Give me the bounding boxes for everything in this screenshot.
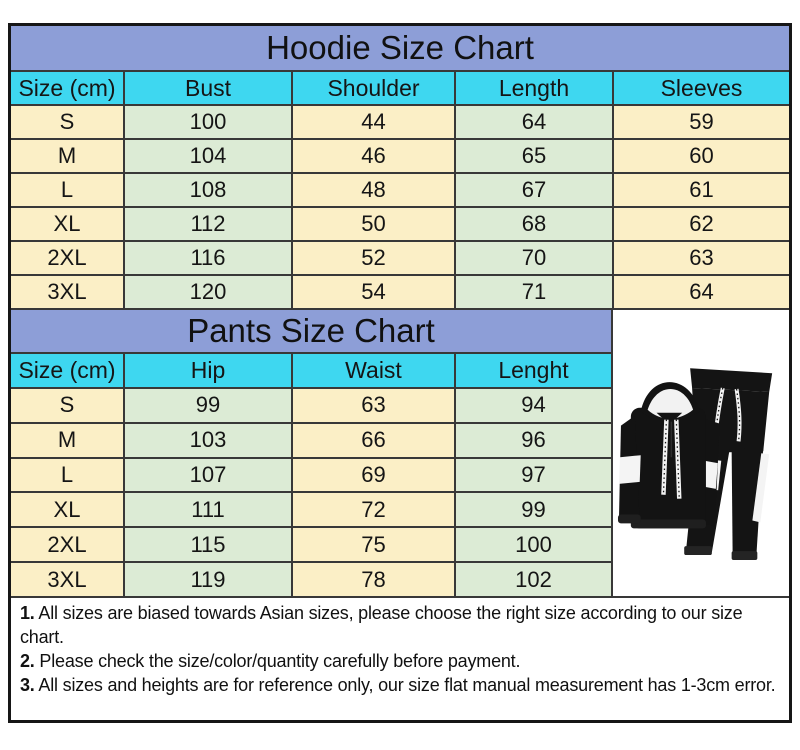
table-cell: M bbox=[11, 140, 125, 174]
table-cell: 64 bbox=[456, 106, 614, 140]
table-cell: 116 bbox=[125, 242, 293, 276]
table-cell: 94 bbox=[456, 389, 611, 424]
note-line bbox=[20, 649, 779, 673]
note-text: Please check the size/color/quantity carefully before payment. bbox=[34, 651, 521, 671]
pants-header-row bbox=[11, 354, 611, 389]
pants-header-length: Lenght bbox=[456, 354, 611, 389]
hoodie-header-shoulder: Shoulder bbox=[293, 72, 456, 106]
pants-band bbox=[11, 310, 789, 598]
table-cell: 66 bbox=[293, 424, 456, 459]
table-cell: 61 bbox=[614, 174, 789, 208]
table-cell: 63 bbox=[293, 389, 456, 424]
table-cell: 111 bbox=[125, 493, 293, 528]
hoodie-size-chart-section bbox=[11, 26, 789, 310]
table-cell: 108 bbox=[125, 174, 293, 208]
note-line bbox=[20, 601, 779, 649]
table-cell: 48 bbox=[293, 174, 456, 208]
hoodie-chart-title: Hoodie Size Chart bbox=[11, 26, 789, 72]
note-number: 3. bbox=[20, 675, 35, 695]
table-cell: 96 bbox=[456, 424, 611, 459]
table-cell: 67 bbox=[456, 174, 614, 208]
hoodie-table-body bbox=[11, 106, 789, 310]
table-cell: 97 bbox=[456, 459, 611, 494]
pants-size-chart-section bbox=[11, 310, 611, 598]
size-chart-sheet bbox=[8, 23, 792, 723]
note-text: All sizes are biased towards Asian sizes, please choose the right size according to our size chart. bbox=[20, 603, 743, 647]
product-photo bbox=[611, 310, 789, 598]
table-cell: XL bbox=[11, 493, 125, 528]
hoodie-header-length: Length bbox=[456, 72, 614, 106]
table-cell: M bbox=[11, 424, 125, 459]
table-cell: 63 bbox=[614, 242, 789, 276]
table-cell: S bbox=[11, 389, 125, 424]
table-cell: 52 bbox=[293, 242, 456, 276]
table-cell: 103 bbox=[125, 424, 293, 459]
table-cell: 72 bbox=[293, 493, 456, 528]
pants-table-body bbox=[11, 389, 611, 598]
table-cell: 50 bbox=[293, 208, 456, 242]
table-cell: 100 bbox=[456, 528, 611, 563]
hoodie-header-bust: Bust bbox=[125, 72, 293, 106]
notes-section bbox=[11, 598, 789, 720]
pants-header-waist: Waist bbox=[293, 354, 456, 389]
table-cell: 99 bbox=[456, 493, 611, 528]
table-cell: 104 bbox=[125, 140, 293, 174]
table-cell: 78 bbox=[293, 563, 456, 598]
hoodie-header-row bbox=[11, 72, 789, 106]
table-cell: 3XL bbox=[11, 563, 125, 598]
table-cell: 71 bbox=[456, 276, 614, 310]
table-cell: 112 bbox=[125, 208, 293, 242]
table-cell: 69 bbox=[293, 459, 456, 494]
table-cell: 102 bbox=[456, 563, 611, 598]
table-cell: 70 bbox=[456, 242, 614, 276]
table-cell: 46 bbox=[293, 140, 456, 174]
table-cell: 100 bbox=[125, 106, 293, 140]
table-cell: 107 bbox=[125, 459, 293, 494]
table-cell: 64 bbox=[614, 276, 789, 310]
table-cell: 99 bbox=[125, 389, 293, 424]
pants-chart-title: Pants Size Chart bbox=[11, 310, 611, 354]
table-cell: 3XL bbox=[11, 276, 125, 310]
note-number: 2. bbox=[20, 651, 35, 671]
table-cell: 2XL bbox=[11, 242, 125, 276]
table-cell: 54 bbox=[293, 276, 456, 310]
table-cell: XL bbox=[11, 208, 125, 242]
table-cell: 62 bbox=[614, 208, 789, 242]
table-cell: 115 bbox=[125, 528, 293, 563]
table-cell: L bbox=[11, 174, 125, 208]
note-line bbox=[20, 673, 779, 697]
tracksuit-image bbox=[617, 360, 785, 590]
table-cell: 120 bbox=[125, 276, 293, 310]
table-cell: 60 bbox=[614, 140, 789, 174]
pants-header-size: Size (cm) bbox=[11, 354, 125, 389]
table-cell: 59 bbox=[614, 106, 789, 140]
table-cell: 68 bbox=[456, 208, 614, 242]
hoodie-header-sleeves: Sleeves bbox=[614, 72, 789, 106]
table-cell: 75 bbox=[293, 528, 456, 563]
table-cell: 119 bbox=[125, 563, 293, 598]
table-cell: 2XL bbox=[11, 528, 125, 563]
table-cell: 44 bbox=[293, 106, 456, 140]
table-cell: L bbox=[11, 459, 125, 494]
hoodie-header-size: Size (cm) bbox=[11, 72, 125, 106]
pants-header-hip: Hip bbox=[125, 354, 293, 389]
note-number: 1. bbox=[20, 603, 35, 623]
table-cell: 65 bbox=[456, 140, 614, 174]
note-text: All sizes and heights are for reference only, our size flat manual measurement has 1-3cm error. bbox=[34, 675, 776, 695]
table-cell: S bbox=[11, 106, 125, 140]
